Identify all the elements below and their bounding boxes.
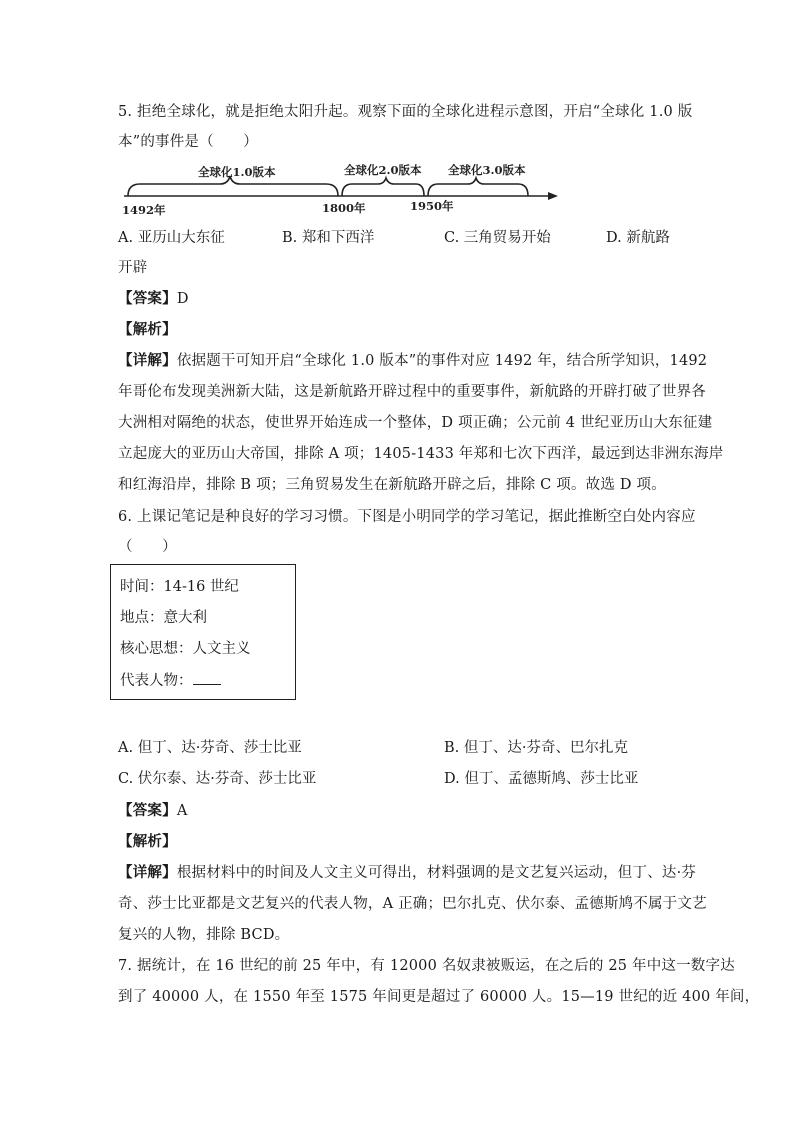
brace-2 xyxy=(342,178,424,196)
q5-detail-line-5: 和红海沿岸，排除 B 项；三角贸易发生在新航路开辟之后，排除 C 项。故选 D 项。 xyxy=(118,477,666,493)
q6-answer: A xyxy=(176,803,188,819)
answer-tag: 【答案】 xyxy=(118,802,177,819)
q5-stem-line-2: 本”的事件是（ ） xyxy=(118,134,258,150)
q5-detail-line-4: 立起庞大的亚历山大帝国，排除 A 项；1405-1433 年郑和七次下西洋，最远到达非洲东海岸 xyxy=(118,446,724,462)
answer-tag: 【答案】 xyxy=(118,290,177,307)
note-place: 地点：意大利 xyxy=(120,610,207,626)
q5-analysis-tag: 【解析】 xyxy=(118,321,177,338)
study-note-box xyxy=(110,564,296,700)
q6-answer-line xyxy=(118,801,187,821)
q6-detail-line-3: 复兴的人物，排除 BCD。 xyxy=(118,927,290,943)
fill-in-blank xyxy=(193,670,221,685)
q5-answer-line xyxy=(118,289,189,309)
q5-detail-line-1 xyxy=(118,351,707,371)
q6-analysis-tag: 【解析】 xyxy=(118,833,177,850)
q6-detail-text-1: 根据材料中的时间及人文主义可得出，材料强调的是文艺复兴运动，但丁、达·芬 xyxy=(176,865,697,881)
q6-option-b: B. 但丁、达·芬奇、巴尔扎克 xyxy=(444,740,628,756)
timeline-arrow xyxy=(548,192,558,200)
q5-detail-line-2: 年哥伦布发现美洲新大陆，这是新航路开辟过程中的重要事件，新航路的开辟打破了世界各 xyxy=(118,384,706,400)
q5-option-d: D. 新航路 xyxy=(606,230,670,246)
detail-tag: 【详解】 xyxy=(118,352,177,369)
q5-stem-line-1: 5. 拒绝全球化，就是拒绝太阳升起。观察下面的全球化进程示意图，开启“全球化 1.0 版 xyxy=(118,104,693,120)
timeline-year-1: 1492年 xyxy=(122,203,166,217)
q5-option-d-continued: 开辟 xyxy=(118,260,148,276)
globalization-timeline-diagram xyxy=(118,158,568,218)
brace-3 xyxy=(428,178,528,196)
q5-option-a: A. 亚历山大东征 xyxy=(118,230,225,246)
q6-option-d: D. 但丁、孟德斯鸠、莎士比亚 xyxy=(444,771,639,787)
brace-1 xyxy=(128,176,338,196)
q6-stem-line-1: 6. 上课记笔记是种良好的学习习惯。下图是小明同学的学习笔记，据此推断空白处内容应 xyxy=(118,509,696,525)
q5-detail-text-1: 依据题干可知开启“全球化 1.0 版本”的事件对应 1492 年，结合所学知识，1492 xyxy=(176,353,708,369)
note-people-line xyxy=(120,670,221,691)
note-core-idea: 核心思想：人文主义 xyxy=(120,641,251,657)
q5-option-b: B. 郑和下西洋 xyxy=(282,230,375,246)
q7-stem-line-2: 到了 40000 人，在 1550 年至 1575 年间更是超过了 60000 人。15—19 世纪的近 400 年间， xyxy=(118,989,760,1005)
note-time: 时间：14-16 世纪 xyxy=(120,579,239,595)
q6-option-a: A. 但丁、达·芬奇、莎士比亚 xyxy=(118,740,302,756)
q6-option-c: C. 伏尔泰、达·芬奇、莎士比亚 xyxy=(118,771,317,787)
detail-tag: 【详解】 xyxy=(118,864,177,881)
q6-stem-line-2: （ ） xyxy=(118,539,177,555)
q6-detail-line-2: 奇、莎士比亚都是文艺复兴的代表人物，A 正确；巴尔扎克、伏尔泰、孟德斯鸠不属于文艺 xyxy=(118,896,707,912)
timeline-label-3: 全球化3.0版本 xyxy=(448,163,526,177)
q5-answer: D xyxy=(176,291,189,307)
q5-option-c: C. 三角贸易开始 xyxy=(444,230,551,246)
timeline-label-2: 全球化2.0版本 xyxy=(344,163,422,177)
timeline-year-2: 1800年 xyxy=(322,201,366,215)
q6-detail-line-1 xyxy=(118,863,696,883)
q5-detail-line-3: 大洲相对隔绝的状态，使世界开始连成一个整体，D 项正确；公元前 4 世纪亚历山大东征建 xyxy=(118,415,713,431)
timeline-year-3: 1950年 xyxy=(410,199,454,213)
note-people: 代表人物： xyxy=(120,673,193,689)
q7-stem-line-1: 7. 据统计，在 16 世纪的前 25 年中，有 12000 名奴隶被贩运，在之后的 25 年中这一数字达 xyxy=(118,958,735,974)
timeline-label-1: 全球化1.0版本 xyxy=(198,165,276,179)
